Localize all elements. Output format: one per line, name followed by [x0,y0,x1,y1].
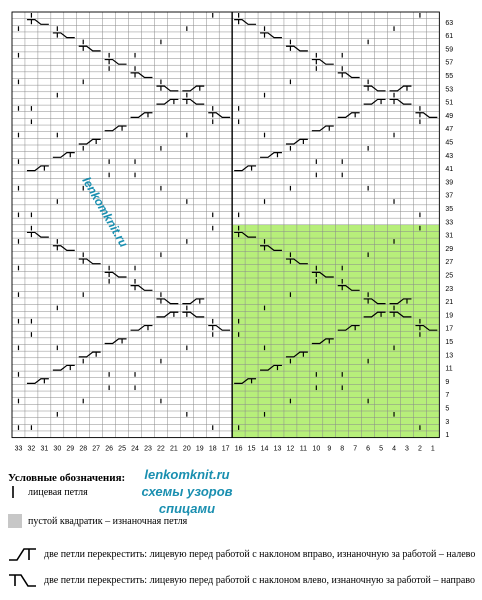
row-label: 37 [445,192,454,200]
column-label: 5 [379,445,384,453]
column-label: 23 [144,445,152,453]
column-label: 19 [195,445,204,453]
row-label: 63 [445,19,454,27]
row-label: 55 [445,73,454,80]
chart-grid [12,12,439,438]
column-label: 30 [53,445,62,453]
row-label: 23 [445,285,454,293]
column-label: 12 [286,445,295,453]
brand-line: спицами [158,501,216,516]
row-label: 5 [445,405,450,413]
column-label: 24 [131,445,139,453]
row-label: 47 [445,126,454,134]
column-label: 20 [182,445,191,453]
row-label: 25 [445,272,454,280]
brand-line: схемы узоров [141,484,233,499]
row-label: 43 [445,152,454,160]
column-label: 32 [27,445,36,453]
row-label: 33 [445,219,454,227]
legend-item-text: две петли перекрестить: лицевую перед работой с наклоном вправо, изнаночную за работой – налево [44,548,476,560]
column-label: 22 [157,445,165,453]
row-label: 7 [445,392,450,400]
column-label: 31 [40,445,49,453]
column-label: 29 [66,445,75,453]
column-label: 6 [366,445,371,453]
column-label: 10 [312,445,321,453]
row-label: 31 [445,232,454,240]
column-label: 16 [234,445,243,453]
row-label: 11 [445,365,453,373]
column-label: 26 [105,445,114,453]
row-label: 17 [445,325,454,333]
column-label: 3 [405,445,409,453]
row-label: 39 [445,179,454,187]
legend-item [8,514,187,528]
row-label: 35 [445,206,454,213]
row-label: 1 [445,432,450,440]
column-label: 1 [430,445,435,453]
chart-watermark: lenkomknit.ru [79,174,131,250]
row-label: 53 [445,86,454,94]
column-label: 21 [169,445,178,453]
column-label: 25 [118,445,126,453]
knit-stitch-icon [8,484,22,500]
column-label: 7 [353,445,358,453]
column-label: 4 [392,445,396,453]
row-label: 27 [445,259,454,267]
brand-line: lenkomknit.ru [144,467,230,482]
row-label: 19 [445,312,454,320]
row-label: 3 [445,418,450,426]
column-label: 27 [92,445,101,453]
legend-title: Условные обозначения: [8,472,126,484]
legend-item-text: две петли перекрестить: лицевую перед работой с наклоном влево, изнаночную за работой – направо [44,574,475,586]
column-label: 8 [340,445,345,453]
column-label: 9 [327,445,332,453]
legend-item-text: пустой квадратик – изнаночная петля [28,515,188,527]
row-label: 61 [445,33,454,41]
row-label: 41 [445,166,454,174]
legend-item [8,546,475,562]
purl-stitch-icon [8,514,22,528]
row-label: 29 [445,245,454,253]
legend-item-text: лицевая петля [28,486,88,498]
column-label: 18 [208,445,217,453]
row-label: 49 [445,112,454,120]
row-label: 9 [445,378,450,386]
row-label: 13 [445,352,454,360]
row-label: 21 [445,299,454,307]
column-label: 28 [79,445,88,453]
brand-block [132,466,242,517]
row-label: 15 [445,339,454,346]
row-label: 57 [445,59,454,67]
column-label: 11 [299,445,308,453]
column-label: 17 [221,445,230,453]
column-label: 13 [273,445,282,453]
left-cross-icon [8,572,38,588]
column-label: 33 [14,445,23,453]
column-label: 2 [417,445,422,453]
row-label: 51 [445,99,454,107]
column-label: 14 [260,445,269,453]
legend-item [8,484,88,500]
legend-item [8,572,475,588]
column-label: 15 [247,445,256,453]
right-cross-icon [8,546,38,562]
row-label: 59 [445,46,454,54]
row-label: 45 [445,139,454,147]
